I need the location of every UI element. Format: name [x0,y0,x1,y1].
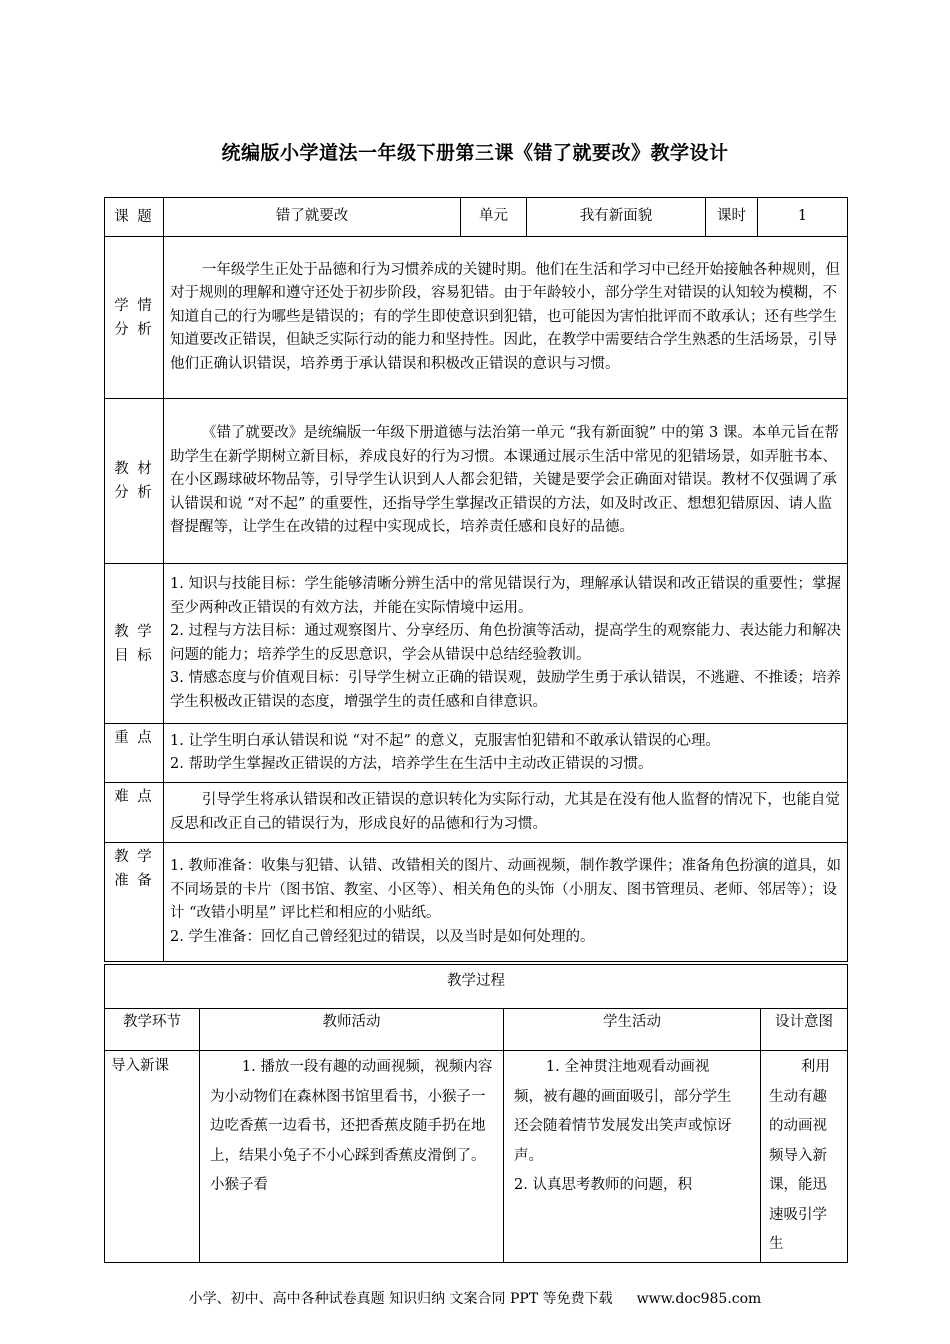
material-analysis-label: 教 材 分 析 [105,399,164,564]
difficult-points-row [105,783,848,843]
difficult-points-label: 难 点 [105,783,164,843]
page-title: 统编版小学道法一年级下册第三课《错了就要改》教学设计 [221,142,729,164]
teaching-prep-row [105,843,848,962]
student-analysis-text: 一年级学生正处于品德和行为习惯养成的关键时期。他们在生活和学习中已经开始接触各种规则，但对于规则的理解和遵守还处于初步阶段，容易犯错。由于年龄较小，部分学生对错误的认知较为模糊，不知道自己的行为哪些是错误的；有的学生即使意识到犯错，也可能因为害怕批评而不敢承认；还有些学生知道要改正错误，但缺乏实际行动的能力和坚持性。因此，在教学中需要结合学生熟悉的生活场景，引导他们正确认识错误，培养勇于承认错误和积极改正错误的意识与习惯。 [164,237,848,399]
process-header-row [105,965,848,1009]
page-footer [0,1288,950,1308]
teaching-goals-row [105,564,848,724]
column-header: 教师活动 [200,1009,504,1051]
footer-url[interactable]: www.doc985.com [636,1291,762,1307]
key-points-text [164,724,848,783]
teaching-process-table [104,964,848,1263]
goal-item: 3. 情感态度与价值观目标：引导学生树立正确的错误观，鼓励学生勇于承认错误，不逃避、不推诿；培养学生积极改正错误的态度，增强学生的责任感和自律意识。 [170,670,841,710]
key-points-label: 重 点 [105,724,164,783]
lesson-info-table [104,197,848,962]
info-row [105,198,848,237]
goal-item: 1. 知识与技能目标：学生能够清晰分辨生活中的常见错误行为，理解承认错误和改正错误的重要性；掌握至少两种改正错误的有效方法，并能在实际情境中运用。 [170,576,841,616]
student-analysis-row [105,237,848,399]
goal-item: 2. 过程与方法目标：通过观察图片、分享经历、角色扮演等活动，提高学生的观察能力、表达能力和解决问题的能力；培养学生的反思意识，学会从错误中总结经验教训。 [170,623,841,663]
period-value: 1 [758,198,848,237]
teaching-goals-label: 教 学 目 标 [105,564,164,724]
key-item: 1. 让学生明白承认错误和说 “对不起” 的意义，克服害怕犯错和不敢承认错误的心理。 [170,732,720,749]
footer-text: 小学、初中、高中各种试卷真题 知识归纳 文案合同 PPT 等免费下载 [188,1291,613,1307]
prep-item: 1. 教师准备：收集与犯错、认错、改错相关的图片、动画视频，制作教学课件；准备角色扮演的道具，如不同场景的卡片（图书馆、教室、小区等）、相关角色的头饰（小朋友、图书管理员、老师、邻居等）；设计 “改错小明星” 评比栏和相应的小贴纸。 [170,858,841,921]
unit-label: 单元 [461,198,527,237]
key-item: 2. 帮助学生掌握改正错误的方法，培养学生在生活中主动改正错误的习惯。 [170,756,653,772]
process-design-intent: 利用生动有趣的动画视频导入新课，能迅速吸引学生 [761,1051,848,1263]
material-analysis-row [105,399,848,564]
unit-value: 我有新面貌 [527,198,706,237]
process-columns-row [105,1009,848,1051]
process-stage: 导入新课 [105,1051,200,1263]
student-analysis-label: 学 情 分 析 [105,237,164,399]
student-activity-item: 1. 全神贯注地观看动画视频，被有趣的画面吸引，部分学生还会随着情节发展发出笑声或惊讶声。 [514,1059,732,1164]
teaching-prep-text [164,843,848,962]
column-header: 学生活动 [504,1009,761,1051]
process-row [105,1051,848,1263]
column-header: 设计意图 [761,1009,848,1051]
topic-label: 课 题 [105,198,164,237]
topic-value: 错了就要改 [164,198,461,237]
teaching-prep-label: 教 学 准 备 [105,843,164,962]
process-header: 教学过程 [105,965,848,1009]
difficult-points-text: 引导学生将承认错误和改正错误的意识转化为实际行动，尤其是在没有他人监督的情况下，也能自觉反思和改正自己的错误行为，形成良好的品德和行为习惯。 [164,783,848,843]
prep-item: 2. 学生准备：回忆自己曾经犯过的错误，以及当时是如何处理的。 [170,928,595,945]
period-label: 课时 [706,198,758,237]
column-header: 教学环节 [105,1009,200,1051]
process-student-activity [504,1051,761,1263]
student-activity-item: 2. 认真思考教师的问题，积 [514,1177,692,1193]
material-analysis-text: 《错了就要改》是统编版一年级下册道德与法治第一单元 “我有新面貌” 中的第 3 课。本单元旨在帮助学生在新学期树立新目标，养成良好的行为习惯。本课通过展示生活中常见的犯错场景，如弄脏书本、在小区踢球破坏物品等，引导学生认识到人人都会犯错，关键是要学会正确面对错误。教材不仅强调了承认错误和说 “对不起” 的重要性，还指导学生掌握改正错误的方法，如及时改正、想想犯错原因、请人监督提醒等，让学生在改错的过程中实现成长，培养责任感和良好的品德。 [164,399,848,564]
teaching-goals-text [164,564,848,724]
process-teacher-activity: 1. 播放一段有趣的动画视频，视频内容为小动物们在森林图书馆里看书，小猴子一边吃香蕉一边看书，还把香蕉皮随手扔在地上，结果小兔子不小心踩到香蕉皮滑倒了。小猴子看 [200,1051,504,1263]
key-points-row [105,724,848,783]
